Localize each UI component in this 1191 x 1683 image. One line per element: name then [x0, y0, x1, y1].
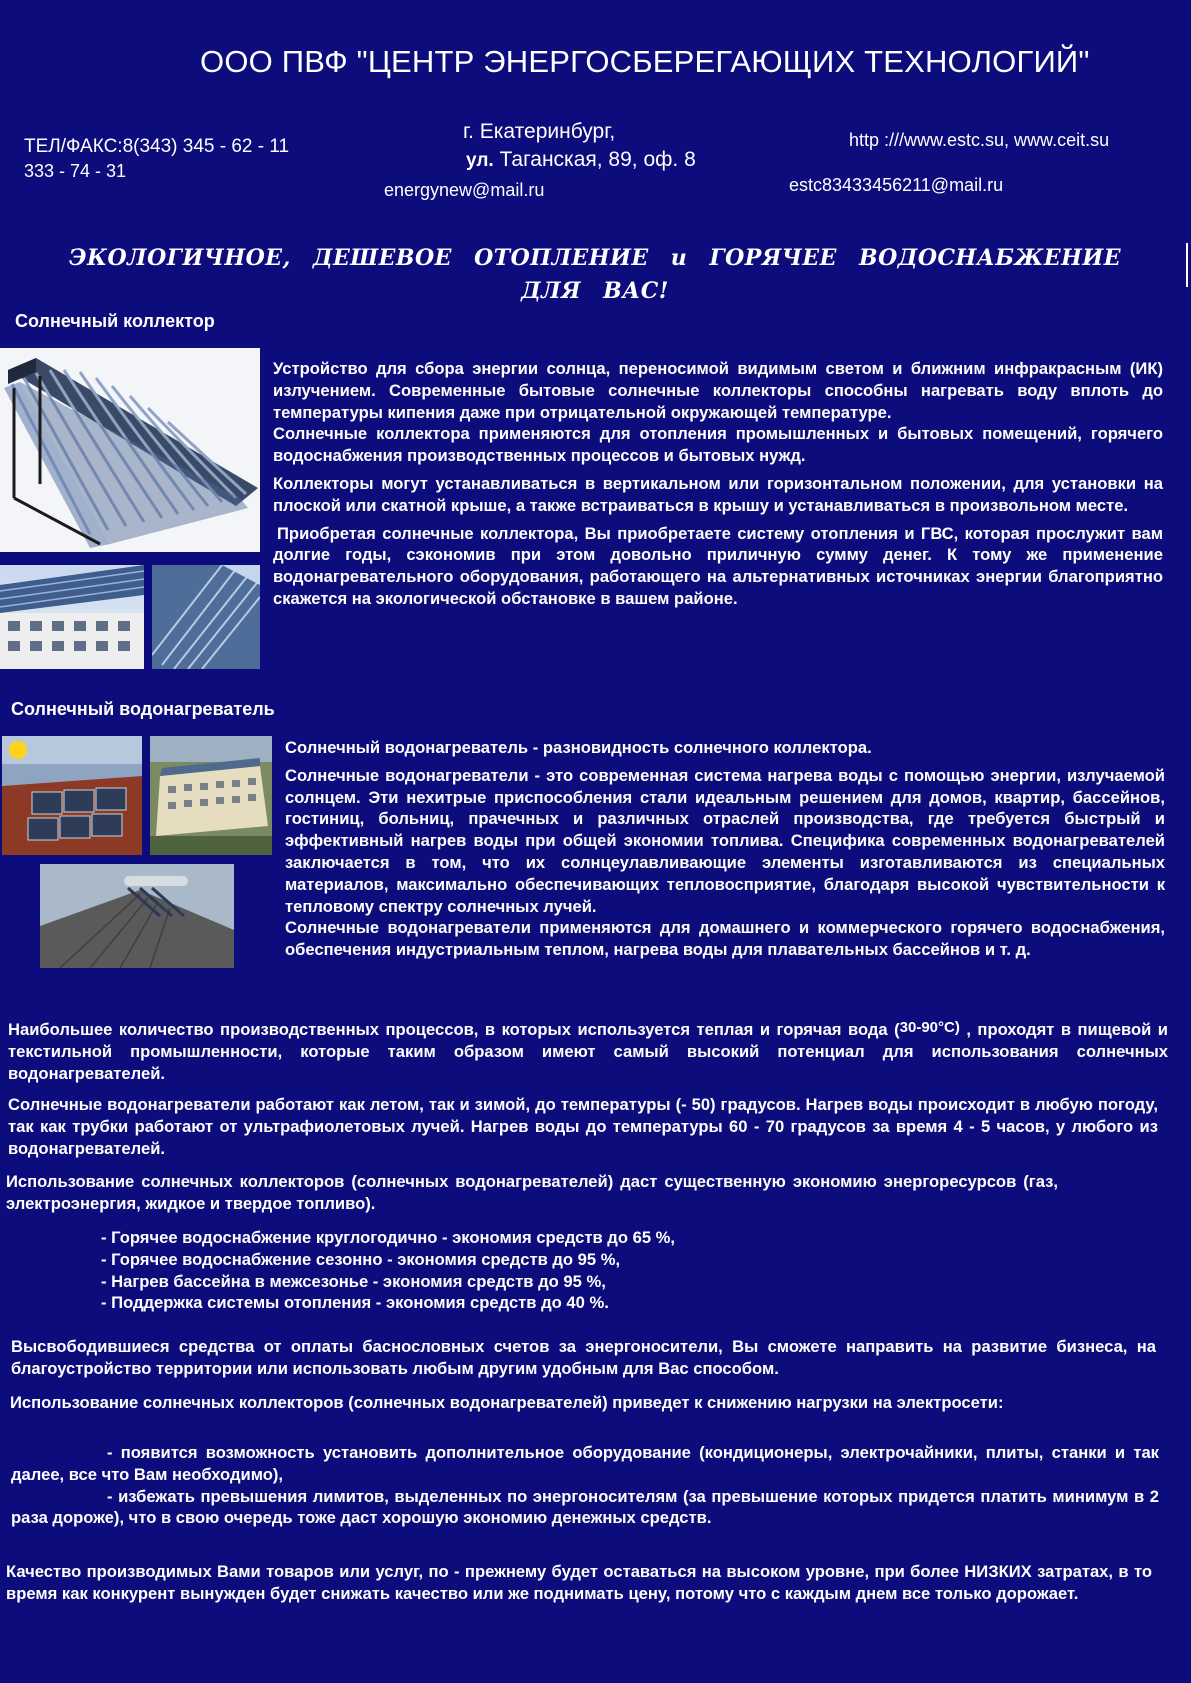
body-paragraph-6: Качество производимых Вами товаров или услуг, по - прежнему будет оставаться на высоком уровне, при более НИЗКИХ затратах, в то время как конкурент вынужден будет снижать качество или же поднимать цену, потому что с каждым днем все только дорожает. — [6, 1562, 1152, 1603]
solar-collector-illustration — [0, 348, 260, 552]
email-link-2[interactable]: estc83433456211@mail.ru — [789, 175, 1004, 195]
slogan-line-2: ДЛЯ ВАС! — [521, 278, 669, 304]
temperature-range: 30-90°С) — [899, 1019, 960, 1036]
body-paragraph-3: Использование солнечных коллекторов (солнечных водонагревателей) даст существенную экономию энергоресурсов (газ, электроэнергия, жидкое и твердое топливо). — [6, 1172, 1058, 1213]
heater-photo-sun — [2, 736, 142, 855]
heater-photo-roof-tank — [40, 864, 234, 968]
email-link-1[interactable]: energynew@mail.ru — [384, 180, 545, 200]
savings-item: - Поддержка системы отопления - экономия средств до 40 %. — [101, 1293, 609, 1313]
slogan-line-1: ЭКОЛОГИЧНОЕ, ДЕШЕВОЕ ОТОПЛЕНИЕ и ГОРЯЧЕЕ ВОДОСНАБЖЕНИЕ — [69, 245, 1121, 271]
body-paragraph-4: Высвободившиеся средства от оплаты баснословных счетов за энергоносители, Вы сможете направить на развитие бизнеса, на благоустройство территории или использовать любым другим удобным для Вас способом. — [11, 1337, 1156, 1378]
heater-paragraph-3: Солнечные водонагреватели применяются для домашнего и коммерческого горячего водоснабжения, обеспечения индустриальным теплом, нагрева воды для плавательных бассейнов и т. д. — [285, 918, 1165, 960]
heater-paragraph-1: Солнечный водонагреватель - разновидность солнечного коллектора. — [285, 738, 872, 757]
heater-paragraph-2: Солнечные водонагреватели - это современная система нагрева воды с помощью энергии, излучаемой солнцем. Эти нехитрые приспособления стали идеальным решением для домов, квартир, бассейнов, гостиниц, больниц, прачечных и различных отраслей производства, где требуется быстрый и эффективный нагрев воды при общей экономии топлива. Специфика современных водонагревателей заключается в том, что их солнцеулавливающие элементы изготавливаются из специальных материалов, максимально обеспечивающих тепловосприятие, благодаря высокой чувствительности к тепловому спектру солнечных лучей. — [285, 765, 1165, 916]
collector-text — [273, 358, 1163, 610]
slogan — [40, 242, 1150, 308]
savings-item: - Горячее водоснабжение круглогодично - экономия средств до 65 %, — [101, 1228, 676, 1247]
collector-paragraph-4: Приобретая солнечные коллектора, Вы приобретаете систему отопления и ГВС, которая прослужит вам долгие годы, сэкономив при этом довольно приличную сумму денег. К тому же применение водонагревательного оборудования, работающего на альтернативных источниках энергии благоприятно скажется на экологической обстановке в вашем районе. — [273, 523, 1163, 608]
savings-list — [101, 1227, 901, 1314]
collector-paragraph-3: Коллекторы могут устанавливаться в вертикальном или горизонтальном положении, для установки на плоской или скатной крыше, а также встраиваться в крышу и устанавливаться в произвольном месте. — [273, 473, 1163, 515]
savings-item: - Нагрев бассейна в межсезонье - экономия средств до 95 %, — [101, 1271, 606, 1291]
body-bullets — [11, 1442, 1159, 1529]
collector-photo-main — [0, 348, 260, 552]
phone-second: 333 - 74 - 31 — [24, 161, 127, 181]
body-p1-start: Наибольшее количество производственных процессов, в которых используется теплая и горячая вода ( — [8, 1020, 900, 1039]
address-street — [466, 148, 696, 172]
heater-photo-buildings — [150, 736, 272, 855]
body-p1-end: , проходят в пищевой и текстильной промышленности, которые таким образом имеют самый высокий потенциал для использования солнечных водонагревателей. — [8, 1020, 1168, 1083]
street-prefix: ул. — [466, 150, 494, 171]
roof-water-tank-illustration — [40, 864, 234, 968]
roof-tubes-illustration — [152, 565, 260, 669]
phone-fax: ТЕЛ/ФАКС:8(343) 345 - 62 - 11 — [24, 136, 290, 157]
website-link[interactable]: http :///www.estc.su, www.ceit.su — [849, 130, 1110, 150]
address-city: г. Екатеринбург, — [463, 120, 616, 143]
benefit-item: - избежать превышения лимитов, выделенных по энергоносителям (за превышение которых придется платить минимум в 2 раза дороже), что в свою очередь тоже даст хорошую экономию денежных средств. — [11, 1486, 1159, 1528]
apartment-buildings-illustration — [150, 736, 272, 855]
benefit-item: - появится возможность установить дополнительное оборудование (кондиционеры, электрочайники, плиты, станки и так далее, все что Вам необходимо), — [11, 1443, 1159, 1484]
collector-title: Солнечный коллектор — [15, 311, 215, 331]
collector-paragraph-2: Солнечные коллектора применяются для отопления промышленных и бытовых помещений, горячего водоснабжения производственных процессов и бытовых нужд. — [273, 424, 1163, 466]
building-roof-illustration — [0, 565, 144, 669]
heater-text — [285, 737, 1165, 961]
text-cursor — [1186, 243, 1188, 287]
body-paragraph-2: Солнечные водонагреватели работают как летом, так и зимой, до температуры (- 50) градусов. Нагрев воды происходит в любую погоду, так как трубки работают от ультрафиолетовых лучей. Нагрев воды до температуры 60 - 70 градусов за время 4 - 5 часов, у любого из водонагревателей. — [8, 1095, 1158, 1158]
body-paragraph-1 — [8, 1017, 1168, 1084]
sun-panels-illustration — [2, 736, 142, 855]
company-name: ООО ПВФ "ЦЕНТР ЭНЕРГОСБЕРЕГАЮЩИХ ТЕХНОЛОГИЙ" — [200, 44, 1090, 79]
body-paragraph-5: Использование солнечных коллекторов (солнечных водонагревателей) приведет к снижению нагрузки на электросети: — [10, 1393, 1004, 1412]
heater-title: Солнечный водонагреватель — [11, 699, 275, 719]
collector-photo-roof — [152, 565, 260, 669]
collector-paragraph-1: Устройство для сбора энергии солнца, переносимой видимым светом и ближним инфракрасным (ИК) излучением. Современные бытовые солнечные коллекторы способны нагревать воду вплоть до температуры кипения даже при отрицательной окружающей температуре. — [273, 359, 1163, 422]
collector-photo-building — [0, 565, 144, 669]
savings-item: - Горячее водоснабжение сезонно - экономия средств до 95 %, — [101, 1249, 621, 1269]
street-name: Таганская, 89, оф. 8 — [499, 148, 696, 171]
